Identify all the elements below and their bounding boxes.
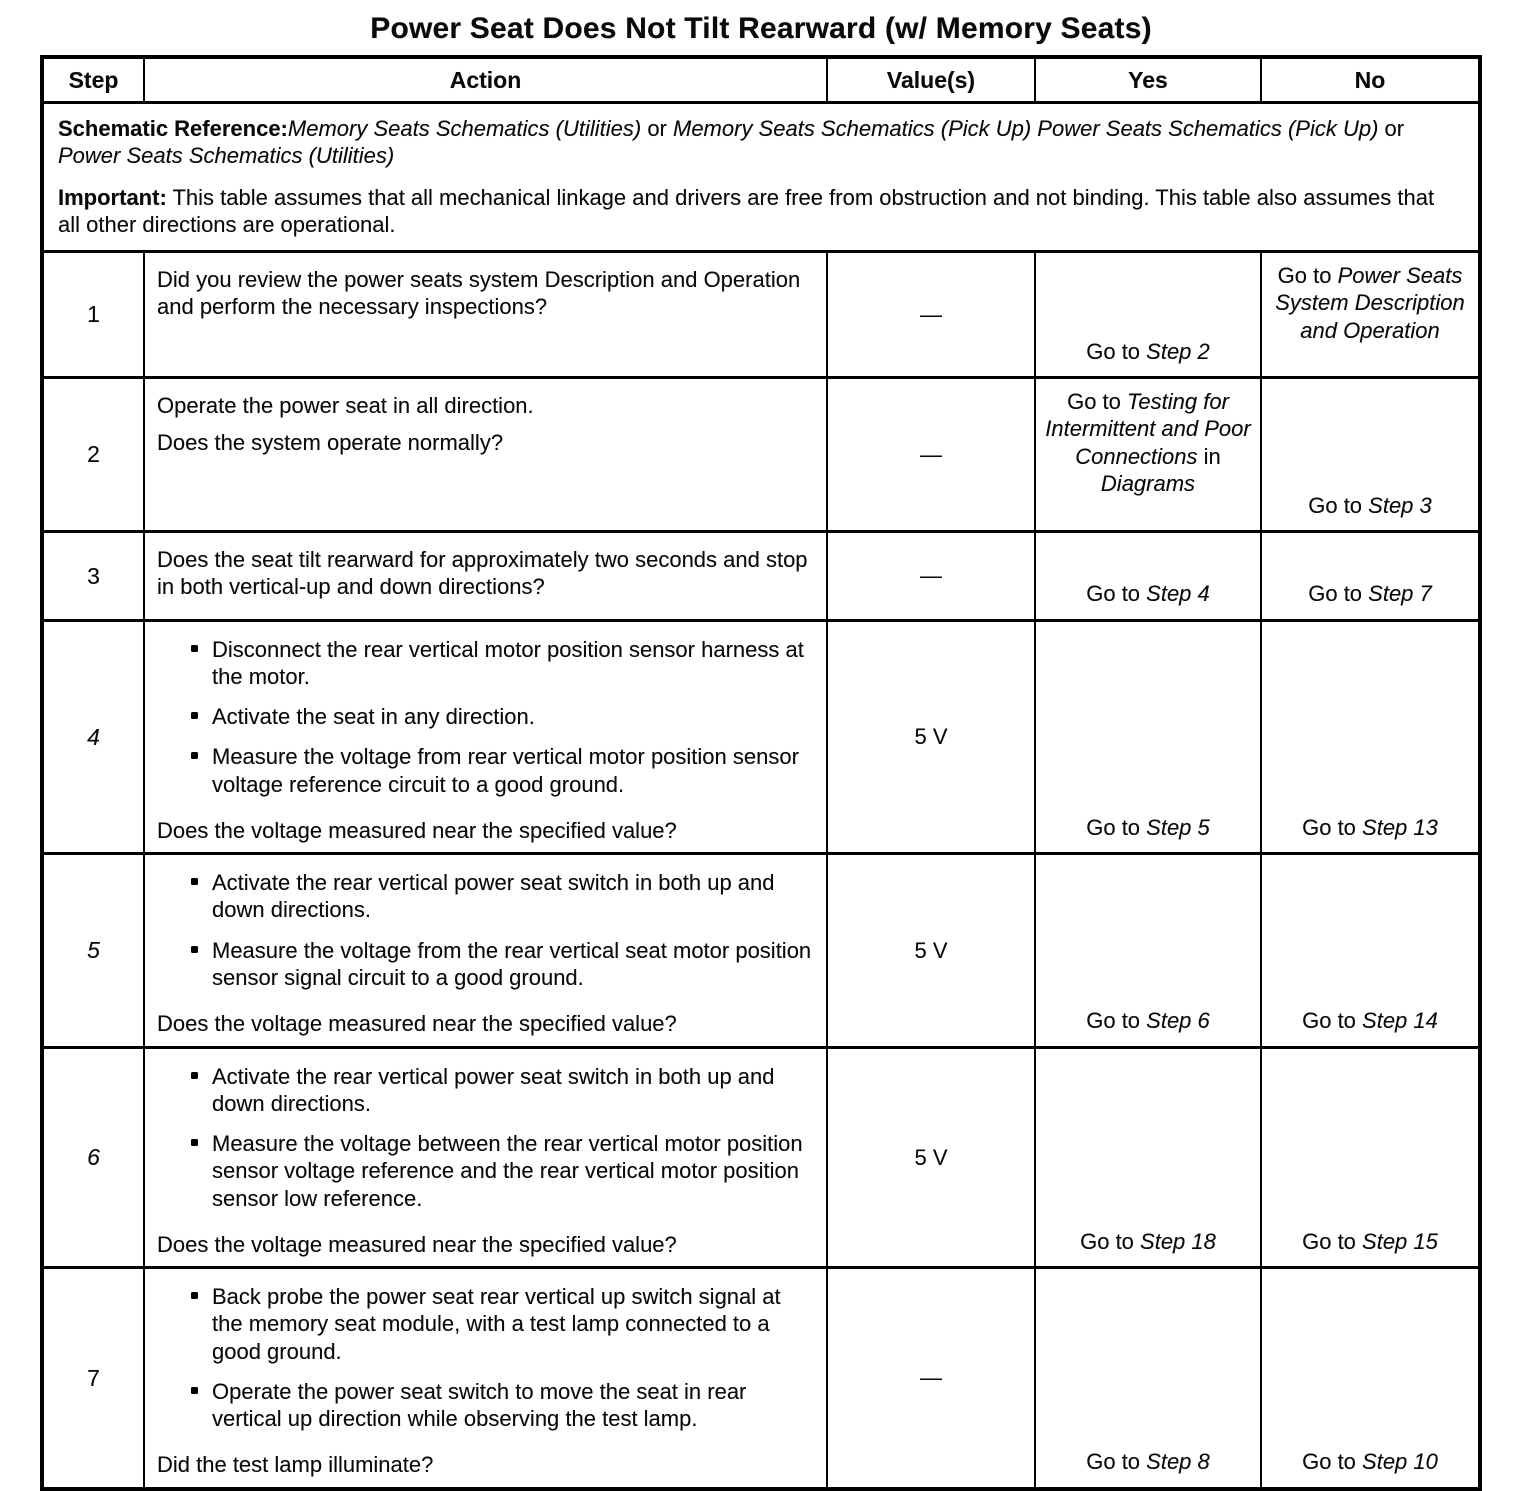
- action-paragraph: Does the system operate normally?: [157, 430, 504, 456]
- step-number: 7: [87, 1364, 100, 1391]
- document-page: [0, 12, 1536, 1478]
- bullet-item: Measure the voltage from the rear vertical seat motor position sensor signal circuit to a good ground.: [189, 937, 814, 992]
- action-cell: [143, 250, 826, 376]
- header-cell-action: Action: [143, 59, 826, 101]
- value-text: —: [920, 1365, 942, 1391]
- bullet-item: Activate the rear vertical power seat switch in both up and down directions.: [189, 1063, 814, 1118]
- bullet-item: Operate the power seat switch to move the seat in rear vertical up direction while observing the test lamp.: [189, 1378, 814, 1433]
- header-cell-yes: Yes: [1034, 59, 1260, 101]
- value-text: —: [920, 301, 942, 327]
- value-text: —: [920, 563, 942, 589]
- yes-cell: [1034, 250, 1260, 376]
- header-cell-no: No: [1260, 59, 1478, 101]
- action-bullets: [189, 636, 814, 811]
- action-bullets: [189, 1063, 814, 1225]
- step-number: 4: [87, 723, 100, 750]
- yes-goto-text: Go to Step 6: [1086, 1008, 1210, 1034]
- value-cell: [826, 1266, 1034, 1487]
- action-question: Did the test lamp illuminate?: [157, 1452, 434, 1478]
- no-goto-text: Go to Step 3: [1308, 492, 1432, 518]
- step-cell: [44, 530, 143, 619]
- action-bullets: [189, 869, 814, 1004]
- action-paragraph: Operate the power seat in all direction.: [157, 393, 534, 419]
- action-paragraphs: [157, 392, 814, 467]
- yes-goto-text: Go to Testing for Intermittent and Poor Connections in Diagrams: [1045, 389, 1251, 496]
- step-cell: [44, 619, 143, 853]
- bullet-item: Activate the rear vertical power seat switch in both up and down directions.: [189, 869, 814, 924]
- value-text: 5 V: [914, 724, 948, 750]
- bullet-item: Disconnect the rear vertical motor position sensor harness at the motor.: [189, 636, 814, 691]
- yes-goto-text: Go to Step 4: [1086, 581, 1210, 607]
- step-cell: [44, 852, 143, 1045]
- no-goto-text: Go to Step 13: [1302, 814, 1438, 840]
- action-cell: [143, 619, 826, 853]
- no-goto-text: Go to Step 10: [1302, 1449, 1438, 1475]
- no-cell: [1260, 530, 1478, 619]
- no-cell: [1260, 1046, 1478, 1267]
- action-cell: [143, 530, 826, 619]
- value-cell: [826, 852, 1034, 1045]
- value-cell: [826, 530, 1034, 619]
- diagnostic-table: [40, 55, 1482, 1491]
- bullet-item: Back probe the power seat rear vertical up switch signal at the memory seat module, with a test lamp connected to a good ground.: [189, 1283, 814, 1365]
- important-note: [58, 184, 1458, 239]
- value-cell: [826, 250, 1034, 376]
- schematic-reference: [58, 115, 1458, 170]
- yes-cell: [1034, 1046, 1260, 1267]
- step-cell: [44, 1046, 143, 1267]
- value-text: —: [920, 441, 942, 467]
- yes-goto-text: Go to Step 5: [1086, 814, 1210, 840]
- step-cell: [44, 250, 143, 376]
- no-cell: [1260, 619, 1478, 853]
- action-paragraph: Did you review the power seats system Description and Operation and perform the necessary inspections?: [157, 267, 801, 320]
- no-cell: [1260, 250, 1478, 376]
- action-question: Does the voltage measured near the specified value?: [157, 1231, 677, 1257]
- no-goto-text: Go to Step 14: [1302, 1008, 1438, 1034]
- action-cell: [143, 1266, 826, 1487]
- no-cell: [1260, 1266, 1478, 1487]
- header-cell-values: Value(s): [826, 59, 1034, 101]
- action-paragraphs: [157, 546, 814, 611]
- value-text: 5 V: [914, 1144, 948, 1170]
- yes-cell: [1034, 376, 1260, 530]
- action-cell: [143, 852, 826, 1045]
- page-title: Power Seat Does Not Tilt Rearward (w/ Memory Seats): [370, 12, 1152, 45]
- yes-cell: [1034, 530, 1260, 619]
- action-bullets: [189, 1283, 814, 1445]
- schematic-reference-text: Schematic Reference:Memory Seats Schematics (Utilities) or Memory Seats Schematics (Pick Up) Power Seats Schematics (Pick Up) or Power Seats Schematics (Utilities): [58, 116, 1405, 169]
- yes-cell: [1034, 619, 1260, 853]
- no-goto-text: Go to Power Seats System Description and Operation: [1275, 263, 1465, 343]
- step-cell: [44, 376, 143, 530]
- no-cell: [1260, 852, 1478, 1045]
- bullet-item: Activate the seat in any direction.: [189, 703, 814, 730]
- header-cell-step: Step: [68, 66, 119, 93]
- no-goto-text: Go to Step 7: [1308, 581, 1432, 607]
- yes-goto-text: Go to Step 18: [1080, 1228, 1216, 1254]
- yes-cell: [1034, 852, 1260, 1045]
- value-cell: [826, 619, 1034, 853]
- action-question: Does the voltage measured near the specified value?: [157, 817, 677, 843]
- bullet-item: Measure the voltage from rear vertical motor position sensor voltage reference circuit to a good ground.: [189, 743, 814, 798]
- no-cell: [1260, 376, 1478, 530]
- action-paragraphs: [157, 266, 814, 331]
- important-note-text: Important: This table assumes that all mechanical linkage and drivers are free from obstruction and not binding. This table also assumes that all other directions are operational.: [58, 184, 1435, 237]
- value-text: 5 V: [914, 937, 948, 963]
- action-question: Does the voltage measured near the specified value?: [157, 1011, 677, 1037]
- step-number: 2: [87, 441, 100, 468]
- value-cell: [826, 376, 1034, 530]
- yes-goto-text: Go to Step 2: [1086, 338, 1210, 364]
- bullet-item: Measure the voltage between the rear vertical motor position sensor voltage reference and the rear vertical motor position sensor low reference.: [189, 1130, 814, 1212]
- value-cell: [826, 1046, 1034, 1267]
- yes-goto-text: Go to Step 8: [1086, 1449, 1210, 1475]
- step-number: 1: [87, 301, 100, 328]
- yes-cell: [1034, 1266, 1260, 1487]
- action-cell: [143, 1046, 826, 1267]
- step-number: 5: [87, 937, 100, 964]
- note-cell: [44, 101, 1478, 250]
- step-number: 3: [87, 562, 100, 589]
- step-number: 6: [87, 1144, 100, 1171]
- action-cell: [143, 376, 826, 530]
- step-cell: [44, 1266, 143, 1487]
- no-goto-text: Go to Step 15: [1302, 1228, 1438, 1254]
- action-paragraph: Does the seat tilt rearward for approximately two seconds and stop in both vertical-up and down directions?: [157, 547, 808, 600]
